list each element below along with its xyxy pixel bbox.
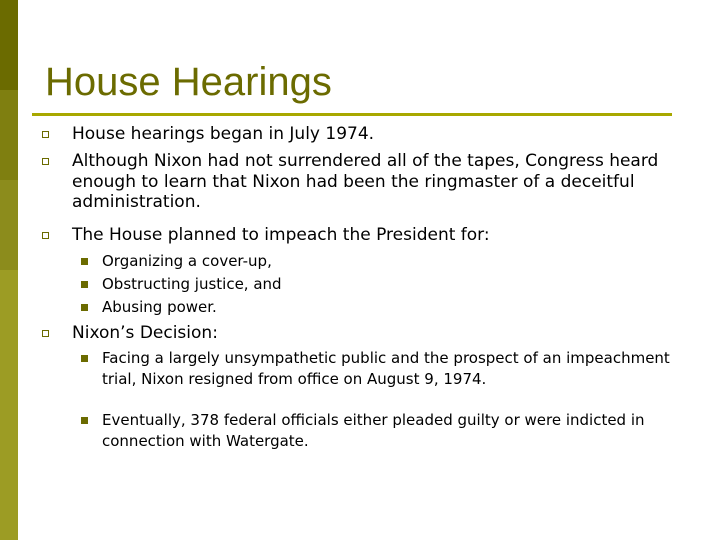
slide-title: House Hearings xyxy=(45,60,332,104)
bullet-impeach-plan: The House planned to impeach the President for: xyxy=(72,225,490,245)
sub-bullet-cover-up: Organizing a cover-up, xyxy=(102,252,272,270)
hollow-square-bullet-icon xyxy=(42,131,49,138)
bullet-tapes: Although Nixon had not surrendered all of the tapes, Congress heard enough to learn that Nixon had been the ringmaster of a deceitful administration. xyxy=(72,151,659,212)
filled-square-bullet-icon xyxy=(81,258,88,265)
filled-square-bullet-icon xyxy=(81,417,88,424)
bullet-decision: Nixon’s Decision: xyxy=(72,323,218,343)
filled-square-bullet-icon xyxy=(81,355,88,362)
sub-bullet-obstruction: Obstructing justice, and xyxy=(102,275,282,293)
filled-square-bullet-icon xyxy=(81,304,88,311)
hollow-square-bullet-icon xyxy=(42,232,49,239)
bullet-hearings-began: House hearings began in July 1974. xyxy=(72,124,375,144)
sub-bullet-officials: Eventually, 378 federal officials either pleaded guilty or were indicted in connection with Watergate. xyxy=(102,411,645,450)
hollow-square-bullet-icon xyxy=(42,158,49,165)
filled-square-bullet-icon xyxy=(81,281,88,288)
sub-bullet-abuse: Abusing power. xyxy=(102,298,217,316)
sub-bullet-resignation: Facing a largely unsympathetic public and the prospect of an impeachment trial, Nixon resigned from office on August 9, 1974. xyxy=(102,349,670,388)
hollow-square-bullet-icon xyxy=(42,330,49,337)
